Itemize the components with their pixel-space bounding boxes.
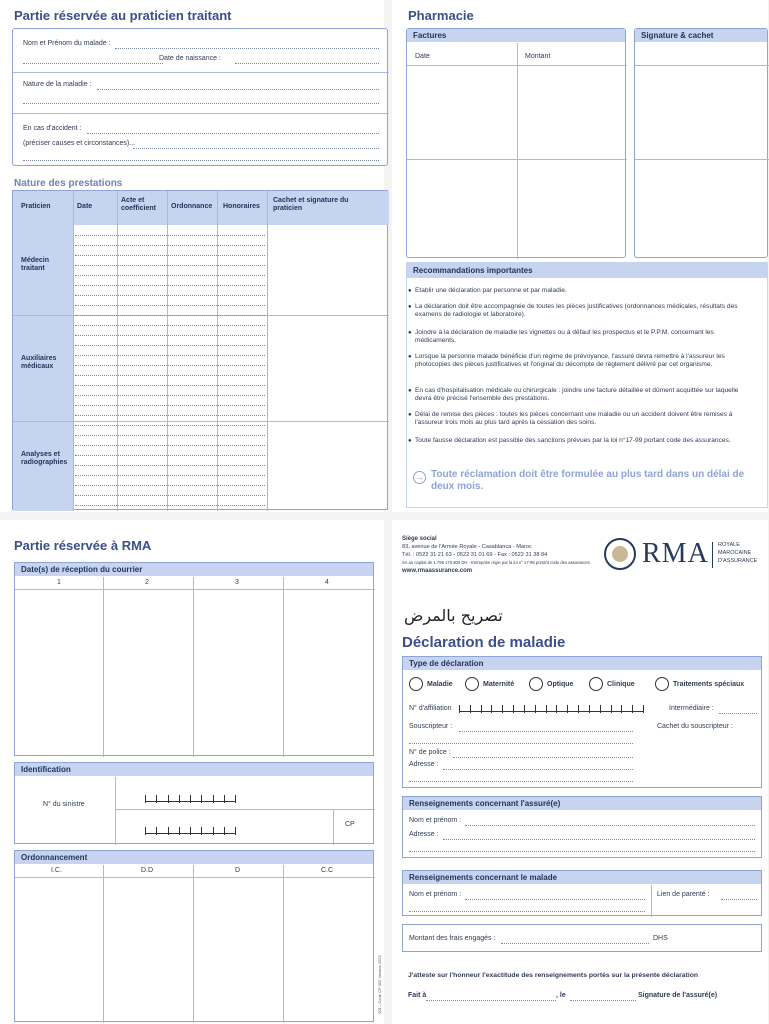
signature-header: Signature & cachet bbox=[635, 29, 767, 42]
reception-box bbox=[14, 562, 374, 756]
ord-col: D.D bbox=[141, 867, 154, 874]
table-entry-line[interactable] bbox=[75, 505, 265, 506]
reco-item: ● Lorsque la personne malade bénéficie d'un régime de prévoyance, l'assuré devra remettre à l'assureur les photocopies des pièces justificatives et l'original du décompte de règlement délivré par cet organisme. bbox=[415, 353, 745, 369]
rma-part-title: Partie réservée à RMA bbox=[14, 538, 152, 553]
malade-nom-field[interactable] bbox=[465, 899, 645, 900]
table-entry-line[interactable] bbox=[75, 245, 265, 246]
table-entry-line[interactable] bbox=[75, 495, 265, 496]
ordonnancement-box bbox=[14, 850, 374, 1022]
naissance-field[interactable] bbox=[235, 63, 379, 64]
sinistre-field[interactable] bbox=[145, 791, 235, 802]
digit-tick bbox=[589, 705, 590, 713]
col-date: Date bbox=[77, 203, 93, 210]
digit-tick bbox=[201, 827, 202, 835]
nom-field-2[interactable] bbox=[23, 63, 163, 64]
digit-tick bbox=[643, 705, 644, 713]
signature-box bbox=[634, 28, 768, 258]
table-entry-line[interactable] bbox=[75, 485, 265, 486]
montant-label: Montant des frais engagés : bbox=[409, 935, 496, 942]
parente-label: Lien de parenté : bbox=[657, 891, 710, 898]
logo-sub: ROYALE bbox=[718, 542, 740, 548]
reco-item: ● Joindre à la déclaration de maladie les vignettes ou à défaut les prospectus et le P.P.M. concernant les médicaments. bbox=[415, 329, 745, 345]
digit-tick bbox=[224, 795, 225, 803]
table-entry-line[interactable] bbox=[75, 405, 265, 406]
arrow-circle-icon: → bbox=[415, 472, 424, 482]
adresse-field-2[interactable] bbox=[409, 781, 633, 782]
panel-praticien bbox=[0, 0, 384, 512]
table-entry-line[interactable] bbox=[75, 455, 265, 456]
digit-tick bbox=[611, 705, 612, 713]
intermediaire-field[interactable] bbox=[719, 713, 757, 714]
col-cachet: Cachet et signature du praticien bbox=[273, 197, 349, 212]
accident-field[interactable] bbox=[87, 133, 379, 134]
radio-clinique[interactable] bbox=[589, 677, 603, 691]
reco-header: Recommandations importantes bbox=[407, 263, 767, 278]
sinistre-label: N° du sinistre bbox=[43, 801, 85, 808]
capital-line: SA au capital de 1.796.170.800 DH - Entreprise régie par la loi n° 17-99 portant code des assurances bbox=[402, 560, 590, 565]
reception-header: Date(s) de réception du courrier bbox=[15, 563, 373, 576]
assure-box bbox=[402, 796, 762, 858]
website[interactable]: www.rmaassurance.com bbox=[402, 568, 473, 574]
nature-field[interactable] bbox=[97, 89, 379, 90]
nom-label: Nom et Prénom du malade : bbox=[23, 40, 111, 47]
digit-tick bbox=[179, 827, 180, 835]
table-entry-line[interactable] bbox=[75, 335, 265, 336]
table-entry-line[interactable] bbox=[75, 425, 265, 426]
digit-tick bbox=[567, 705, 568, 713]
panel-rma bbox=[0, 520, 384, 1024]
digit-tick bbox=[213, 795, 214, 803]
table-entry-line[interactable] bbox=[75, 355, 265, 356]
digit-tick bbox=[578, 705, 579, 713]
type-box bbox=[402, 656, 762, 788]
digit-tick bbox=[513, 705, 514, 713]
reco-item: ● Etablir une déclaration par personne et par maladie. bbox=[415, 287, 745, 295]
ordonnancement-header: Ordonnancement bbox=[15, 851, 373, 864]
digit-tick bbox=[156, 795, 157, 803]
digit-tick bbox=[235, 827, 236, 835]
reco-item: ● En cas d'hospitalisation médicale ou chirurgicale : joindre une facture détaillée et dûment acquittée sur laquelle devra être précisé l'ensemble des prestations. bbox=[415, 387, 745, 403]
adresse-field[interactable] bbox=[443, 769, 633, 770]
digit-tick bbox=[190, 827, 191, 835]
digit-tick bbox=[546, 705, 547, 713]
sinistre-field-2[interactable] bbox=[145, 823, 235, 834]
nom-field[interactable] bbox=[115, 48, 379, 49]
affiliation-field[interactable] bbox=[459, 701, 643, 712]
divider bbox=[13, 113, 389, 114]
assure-adresse-field-2[interactable] bbox=[409, 851, 755, 852]
digit-tick bbox=[168, 795, 169, 803]
type-label: Maternité bbox=[483, 681, 515, 688]
adresse-label: Adresse : bbox=[409, 761, 439, 768]
montant-field[interactable] bbox=[501, 943, 649, 944]
digit-tick bbox=[491, 705, 492, 713]
col-honoraires: Honoraires bbox=[223, 203, 260, 210]
intermediaire-label: Intermédiaire : bbox=[669, 705, 714, 712]
reception-col: 4 bbox=[325, 579, 329, 586]
digit-tick bbox=[224, 827, 225, 835]
table-entry-line[interactable] bbox=[75, 295, 265, 296]
digit-tick bbox=[502, 705, 503, 713]
reco-item: ● Toute fausse déclaration est passible des sanctions prévues par la loi n°17-99 portant code des assurances. bbox=[415, 437, 745, 445]
table-entry-line[interactable] bbox=[75, 285, 265, 286]
malade-nom-field-2[interactable] bbox=[409, 911, 645, 912]
dhs-label: DHS bbox=[653, 935, 668, 942]
fait-label: Fait à bbox=[408, 992, 427, 999]
prestations-table bbox=[12, 190, 388, 510]
row-analyses: Analyses et radiographies bbox=[21, 451, 68, 466]
address-line: 83, avenue de l'Armée Royale - Casablanca - Maroc bbox=[402, 544, 532, 550]
date-label: Date bbox=[415, 53, 430, 60]
siege-label: Siège social bbox=[402, 536, 437, 542]
digit-tick bbox=[179, 795, 180, 803]
digit-tick bbox=[481, 705, 482, 713]
table-entry-line[interactable] bbox=[75, 345, 265, 346]
ord-col: C.C bbox=[321, 867, 334, 874]
type-label: Traitements spéciaux bbox=[673, 681, 745, 688]
digit-tick bbox=[213, 827, 214, 835]
reception-col: 3 bbox=[235, 579, 239, 586]
table-entry-line[interactable] bbox=[75, 375, 265, 376]
reco-item: ● La déclaration doit être accompagnée de toutes les pièces justificatives (ordonnances médicales, résultats des examens de radiologie et laboratoire). bbox=[415, 303, 745, 319]
malade-header: Renseignements concernant le malade bbox=[403, 871, 761, 884]
digit-tick bbox=[459, 705, 460, 713]
assure-nom-field[interactable] bbox=[465, 825, 755, 826]
panel-declaration bbox=[376, 520, 768, 1024]
assure-adresse-field[interactable] bbox=[443, 839, 755, 840]
logo-sub: D'ASSURANCE bbox=[718, 558, 758, 564]
ord-col: I.C. bbox=[51, 867, 62, 874]
table-entry-line[interactable] bbox=[75, 255, 265, 256]
praticien-title: Partie réservée au praticien traitant bbox=[14, 8, 232, 23]
row-medecin: Médecin traitant bbox=[21, 257, 50, 272]
fait-field[interactable] bbox=[426, 1000, 556, 1001]
table-entry-line[interactable] bbox=[75, 325, 265, 326]
col-ordonnance: Ordonnance bbox=[171, 203, 213, 210]
digit-tick bbox=[632, 705, 633, 713]
atteste-text: J'atteste sur l'honneur l'exactitude des renseignements portés sur la présente déclaration bbox=[408, 972, 699, 979]
le-field[interactable] bbox=[570, 1000, 636, 1001]
digit-tick bbox=[235, 795, 236, 803]
montant-box bbox=[402, 924, 762, 952]
police-field[interactable] bbox=[453, 757, 633, 758]
radio-optique[interactable] bbox=[529, 677, 543, 691]
nature-label: Nature de la maladie : bbox=[23, 81, 92, 88]
pharmacie-title: Pharmacie bbox=[408, 8, 474, 23]
souscripteur-field-2[interactable] bbox=[409, 743, 633, 744]
digit-tick bbox=[190, 795, 191, 803]
reclamation-text: Toute réclamation doit être formulée au plus tard dans un délai de deux mois. bbox=[431, 469, 745, 492]
circonstances-field-2[interactable] bbox=[23, 160, 379, 161]
nature-field-2[interactable] bbox=[23, 103, 379, 104]
digit-tick bbox=[201, 795, 202, 803]
table-entry-line[interactable] bbox=[75, 275, 265, 276]
side-code: 001 - Code CP 002 Version 2022 bbox=[376, 955, 382, 1014]
lion-logo-icon bbox=[604, 538, 636, 570]
type-label: Maladie bbox=[427, 681, 453, 688]
row-auxiliaires: Auxiliaires médicaux bbox=[21, 355, 57, 370]
radio-traitements[interactable] bbox=[655, 677, 669, 691]
radio-maladie[interactable] bbox=[409, 677, 423, 691]
type-header: Type de déclaration bbox=[403, 657, 761, 670]
declaration-title: Déclaration de maladie bbox=[402, 634, 566, 651]
digit-tick bbox=[621, 705, 622, 713]
phones-line: Tél. : 0522 31 21 63 - 0522 31 01 69 - Fax : 0522 31 38 84 bbox=[402, 552, 548, 558]
divider bbox=[13, 72, 389, 73]
col-acte: Acte et coefficient bbox=[121, 197, 157, 212]
digit-tick bbox=[524, 705, 525, 713]
table-entry-line[interactable] bbox=[75, 395, 265, 396]
reco-item: ● Délai de remise des pièces : toutes les pièces concernant une maladie ou un accident doivent être remises à l'assureur trois mois au plus tard après la cessation des soins. bbox=[415, 411, 745, 427]
circonstances-field[interactable] bbox=[133, 148, 379, 149]
accident-label: En cas d'accident : bbox=[23, 125, 82, 132]
table-entry-line[interactable] bbox=[75, 445, 265, 446]
souscripteur-label: Souscripteur : bbox=[409, 723, 453, 730]
type-label: Clinique bbox=[607, 681, 635, 688]
digit-tick bbox=[556, 705, 557, 713]
type-label: Optique bbox=[547, 681, 574, 688]
ord-col: D bbox=[235, 867, 241, 874]
digit-tick bbox=[145, 795, 146, 803]
digit-tick bbox=[600, 705, 601, 713]
cachet-label: Cachet du souscripteur : bbox=[657, 723, 733, 730]
prestations-title: Nature des prestations bbox=[14, 178, 123, 189]
table-entry-line[interactable] bbox=[75, 415, 265, 416]
table-entry-line[interactable] bbox=[75, 435, 265, 436]
panel-pharmacie bbox=[392, 0, 768, 512]
radio-maternite[interactable] bbox=[465, 677, 479, 691]
table-entry-line[interactable] bbox=[75, 475, 265, 476]
identification-box bbox=[14, 762, 374, 844]
table-entry-line[interactable] bbox=[75, 315, 265, 316]
naissance-label: Date de naissance : bbox=[159, 55, 221, 62]
recommandations-box bbox=[406, 262, 768, 508]
police-label: N° de police : bbox=[409, 749, 451, 756]
arabic-title: تصريح بالمرض bbox=[404, 606, 503, 625]
digit-tick bbox=[168, 827, 169, 835]
affiliation-label: N° d'affiliation bbox=[409, 705, 452, 712]
reception-col: 1 bbox=[57, 579, 61, 586]
table-entry-line[interactable] bbox=[75, 365, 265, 366]
assure-adresse-label: Adresse : bbox=[409, 831, 439, 838]
digit-tick bbox=[145, 827, 146, 835]
table-entry-line[interactable] bbox=[75, 465, 265, 466]
assure-nom-label: Nom et prénom : bbox=[409, 817, 462, 824]
col-praticien: Praticien bbox=[21, 203, 51, 210]
le-label: , le bbox=[556, 992, 566, 999]
identification-header: Identification bbox=[15, 763, 373, 776]
souscripteur-field[interactable] bbox=[459, 731, 633, 732]
reception-col: 2 bbox=[145, 579, 149, 586]
malade-nom-label: Nom et prénom : bbox=[409, 891, 462, 898]
factures-header: Factures bbox=[407, 29, 625, 42]
patient-info-box bbox=[12, 28, 388, 166]
digit-tick bbox=[535, 705, 536, 713]
digit-tick bbox=[156, 827, 157, 835]
montant-label: Montant bbox=[525, 53, 551, 60]
logo-sub: MAROCAINE bbox=[718, 550, 752, 556]
table-entry-line[interactable] bbox=[75, 385, 265, 386]
factures-box bbox=[406, 28, 626, 258]
table-entry-line[interactable] bbox=[75, 305, 265, 306]
cp-label: CP bbox=[345, 821, 355, 828]
parente-field[interactable] bbox=[721, 899, 757, 900]
signature-label: Signature de l'assuré(e) bbox=[638, 992, 718, 999]
table-entry-line[interactable] bbox=[75, 265, 265, 266]
table-entry-line[interactable] bbox=[75, 235, 265, 236]
digit-tick bbox=[470, 705, 471, 713]
assure-header: Renseignements concernant l'assuré(e) bbox=[403, 797, 761, 810]
circonstances-label: (préciser causes et circonstances)... bbox=[23, 140, 136, 147]
malade-box bbox=[402, 870, 762, 916]
rma-logo: RMA bbox=[642, 538, 709, 569]
